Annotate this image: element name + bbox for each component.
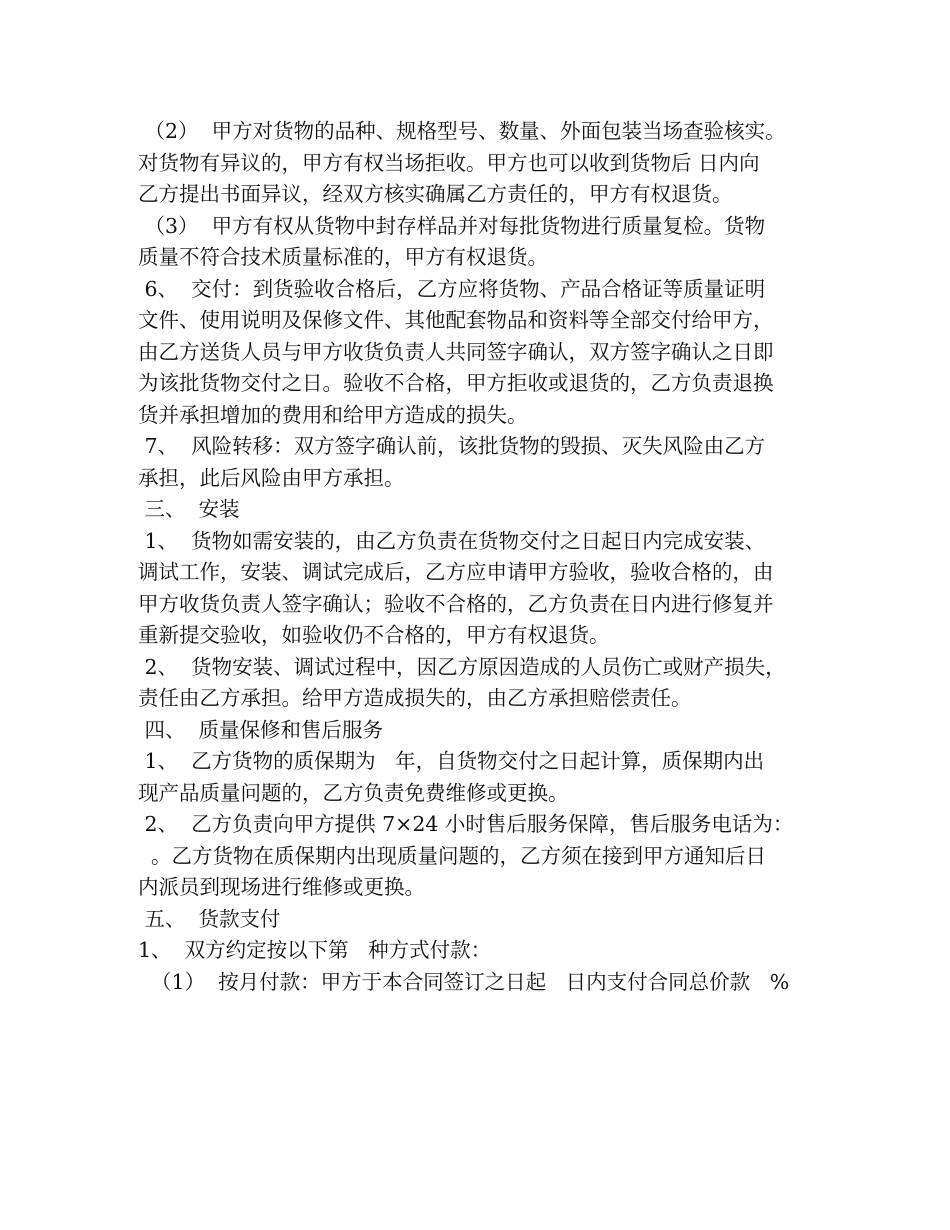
section-heading: 四、 质量保修和售后服务 — [138, 717, 384, 742]
text-line: 现产品质量问题的，乙方负责免费维修或更换。 — [138, 780, 569, 805]
text-line: 7、 风险转移：双方签字确认前，该批货物的毁损、灭失风险由乙方 — [138, 434, 766, 458]
text-line: （1） 按月付款：甲方于本合同签订之日起 日内支付合同总价款 % — [138, 969, 790, 994]
text-line: 承担，此后风险由甲方承担。 — [138, 465, 405, 490]
text-line: 对货物有异议的，甲方有权当场拒收。甲方也可以收到货物后 日内向 — [138, 150, 760, 175]
text-line: （2） 甲方对货物的品种、规格型号、数量、外面包装当场查验核实。 — [138, 119, 786, 143]
text-line: 重新提交验收，如验收仍不合格的，甲方有权退货。 — [138, 623, 610, 647]
text-line: （3） 甲方有权从货物中封存样品并对每批货物进行质量复检。货物 — [138, 213, 766, 238]
text-line: 2、 货物安装、调试过程中，因乙方原因造成的人员伤亡或财产损失， — [138, 654, 786, 679]
text-line: 甲方收货负责人签字确认；验收不合格的，乙方负责在日内进行修复并 — [138, 591, 774, 616]
section-heading: 五、 货款支付 — [138, 906, 281, 931]
document-body — [138, 116, 838, 998]
text-line: 。乙方货物在质保期内出现质量问题的，乙方须在接到甲方通知后日 — [138, 843, 767, 868]
text-line: 责任由乙方承担。给甲方造成损失的，由乙方承担赔偿责任。 — [138, 686, 692, 710]
text-line: 货并承担增加的费用和给甲方造成的损失。 — [138, 402, 528, 427]
text-line: 6、 交付：到货验收合格后，乙方应将货物、产品合格证等质量证明 — [138, 276, 766, 301]
text-line: 由乙方送货人员与甲方收货负责人共同签字确认，双方签字确认之日即 — [138, 339, 774, 364]
text-line: 乙方提出书面异议，经双方核实确属乙方责任的，甲方有权退货。 — [138, 182, 733, 206]
text-line: 1、 双方约定按以下第 种方式付款： — [138, 938, 492, 962]
section-heading: 三、 安装 — [138, 497, 240, 521]
text-line: 1、 货物如需安装的，由乙方负责在货物交付之日起日内完成安装、 — [138, 528, 766, 553]
text-line: 2、 乙方负责向甲方提供 7×24 小时售后服务保障，售后服务电话为： — [138, 812, 794, 836]
text-line: 1、 乙方货物的质保期为 年，自货物交付之日起计算，质保期内出 — [138, 749, 765, 773]
text-line: 内派员到现场进行维修或更换。 — [138, 875, 425, 899]
text-line: 为该批货物交付之日。验收不合格，甲方拒收或退货的，乙方负责退换 — [138, 371, 774, 395]
text-line: 文件、使用说明及保修文件、其他配套物品和资料等全部交付给甲方， — [138, 308, 774, 332]
text-line: 调试工作，安装、调试完成后，乙方应申请甲方验收，验收合格的，由 — [138, 560, 774, 584]
text-line: 质量不符合技术质量标准的，甲方有权退货。 — [138, 245, 548, 269]
